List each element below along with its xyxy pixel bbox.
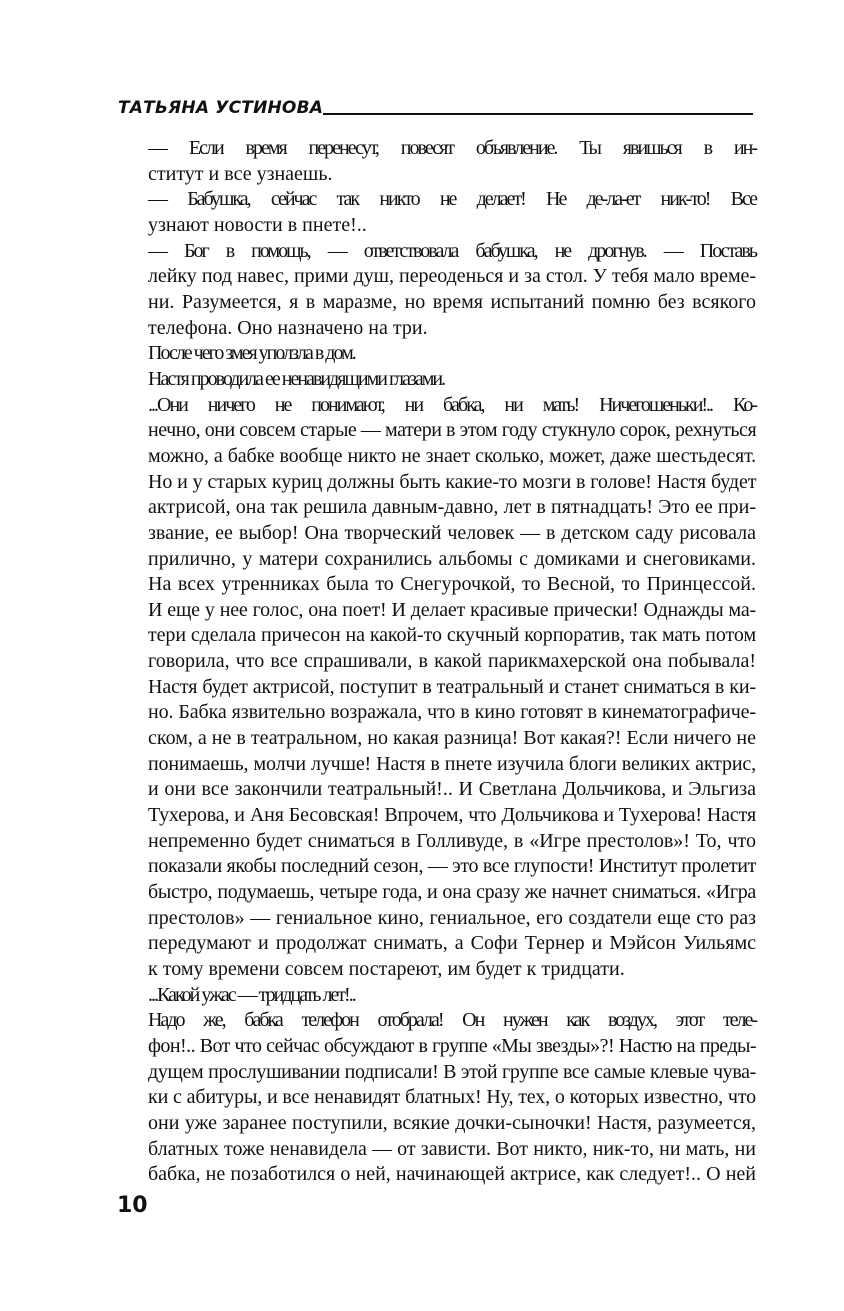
text-line: — Бог в помощь, — ответствовала бабушка, не дрогнув. — Поставь <box>148 239 756 262</box>
text-line: ...Они ничего не понимают, ни бабка, ни мать! Ничегошеньки!.. Ко- <box>148 393 756 416</box>
text-line: показали якобы последний сезон, — это все глупости! Институт пролетит <box>148 855 756 878</box>
text-line: узнают новости в пнете!.. <box>148 213 367 236</box>
text-line: ни. Разумеется, я в маразме, но время испытаний помню без всякого <box>148 290 756 313</box>
text-line: престолов» — гениальное кино, гениальное, его создатели еще сто раз <box>148 906 756 929</box>
text-line: и они все закончили театральный!.. И Светлана Дольчикова, и Эльгиза <box>148 778 756 801</box>
paragraph <box>118 187 756 238</box>
text-line: Настя будет актрисой, поступит в театральный и станет сниматься в ки- <box>148 675 756 698</box>
text-line: фон!.. Вот что сейчас обсуждают в группе «Мы звезды»?! Настю на преды- <box>148 1034 756 1057</box>
text-line: Но и у старых куриц должны быть какие-то мозги в голове! Настя будет <box>148 470 757 493</box>
text-line: но. Бабка язвительно возражала, что в кино готовят в кинематографиче- <box>148 701 756 724</box>
text-line: нечно, они совсем старые — матери в этом году стукнуло сорок, рехнуться <box>148 419 757 442</box>
text-line: бабка, не позаботился о ней, начинающей актрисе, как следует!.. О ней <box>148 1163 756 1186</box>
text-line: ки с абитуры, и все ненавидят блатных! Ну, тех, о которых известно, что <box>148 1086 756 1109</box>
text-line: к тому времени совсем постареют, им будет к тридцати. <box>148 958 625 980</box>
text-line: лейку под навес, прими душ, переоденься и за стол. У тебя мало време- <box>148 265 756 288</box>
text-line: передумают и продолжат снимать, а Софи Тернер и Мэйсон Уильямс <box>148 932 756 955</box>
text-line: Тухерова, и Аня Бесовская! Впрочем, что Дольчикова и Тухерова! Настя <box>148 804 756 827</box>
text-line: Надо же, бабка телефон отобрала! Он нужен как воздух, этот теле- <box>148 1009 756 1032</box>
paragraph <box>118 341 756 367</box>
paragraph <box>118 136 756 187</box>
text-line: И еще у нее голос, она поет! И делает красивые прически! Однажды ма- <box>148 598 756 621</box>
text-line: звание, ее выбор! Она творческий человек — в детском саду рисовала <box>148 521 756 544</box>
text-line: — Бабушка, сейчас так никто не делает! Не де-ла-ет ник-то! Все <box>148 188 756 211</box>
text-line: дущем прослушивании подписали! В этой группе все самые клевые чува- <box>148 1060 756 1083</box>
page-number: 10 <box>117 1193 148 1218</box>
text-line: телефона. Оно назначено на три. <box>148 316 428 339</box>
text-line: прилично, у матери сохранились альбомы с домиками и снеговиками. <box>148 547 756 570</box>
paragraph <box>118 239 756 342</box>
text-line: они уже заранее поступили, всякие дочки-сыночки! Настя, разумеется, <box>148 1111 756 1134</box>
text-line: На всех утренниках была то Снегурочкой, то Весной, то Принцессой. <box>148 573 756 596</box>
text-line: говорила, что все спрашивали, в какой парикмахерской она побывала! <box>148 650 756 673</box>
paragraph <box>118 983 756 1009</box>
text-line: ...Какой ужас — тридцать лет!.. <box>148 983 355 1006</box>
header-author: ТАТЬЯНА УСТИНОВА <box>118 98 324 118</box>
paragraph <box>118 393 756 983</box>
running-header <box>118 96 753 120</box>
text-line: ститут и все узнаешь. <box>148 162 333 185</box>
text-line: После чего змея уползла в дом. <box>148 342 355 365</box>
text-line: актрисой, она так решила давным-давно, лет в пятнадцать! Это ее при- <box>148 496 756 519</box>
text-line: Настя проводила ее ненавидящими глазами. <box>148 367 445 390</box>
text-line: можно, а бабке вообще никто не знает сколько, может, даже шестьдесят. <box>148 444 756 467</box>
body-text <box>118 136 756 1188</box>
text-line: — Если время перенесут, повесят объявление. Ты явишься в ин- <box>148 137 756 159</box>
text-line: быстро, подумаешь, четыре года, и она сразу же начнет сниматься. «Игра <box>148 881 756 904</box>
paragraph <box>118 1008 756 1188</box>
text-line: ском, а не в театральном, но какая разница! Вот какая?! Если ничего не <box>148 727 756 750</box>
text-line: блатных тоже ненавидела — от зависти. Вот никто, ник-то, ни мать, ни <box>148 1137 756 1160</box>
text-line: непременно будет сниматься в Голливуде, в «Игре престолов»! То, что <box>148 829 756 852</box>
header-rule <box>323 113 753 115</box>
text-line: понимаешь, молчи лучше! Настя в пнете изучила блоги великих актрис, <box>148 752 756 775</box>
text-line: тери сделала причесон на какой-то скучный корпоратив, так мать потом <box>148 624 756 647</box>
paragraph <box>118 367 756 393</box>
